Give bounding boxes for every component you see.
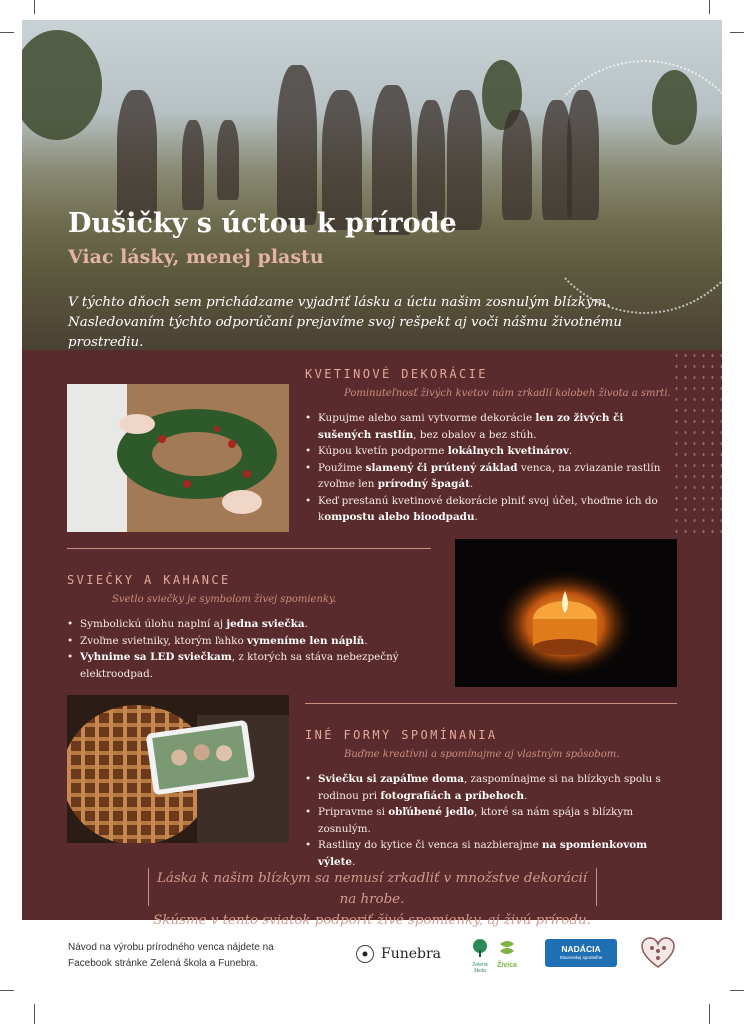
list-item: • Kúpou kvetín podporme lokálnych kvetinárov. xyxy=(305,443,675,460)
closing-quote xyxy=(150,868,594,931)
zivica-icon xyxy=(497,938,517,958)
section-subtitle-other: Buďme kreatívni a spomínajme aj vlastným spôsobom. xyxy=(344,749,620,760)
other-list xyxy=(305,771,677,870)
page-title: Dušičky s úctou k prírode xyxy=(68,208,457,239)
crop-mark xyxy=(730,32,744,33)
section-subtitle-flowers: Pominuteľnosť živých kvetov nám zrkadlí kolobeh života a smrti. xyxy=(344,388,671,399)
section-title-other: INÉ FORMY SPOMÍNANIA xyxy=(305,728,498,742)
page-subtitle: Viac lásky, menej plastu xyxy=(68,246,324,268)
heart-logo xyxy=(641,937,675,973)
funebra-wordmark: Funebra xyxy=(381,946,442,962)
list-item: • Rastliny do kytice či venca si nazbierajme na spomienkovom výlete. xyxy=(305,837,677,870)
funebra-icon xyxy=(355,944,375,964)
list-item: • Keď prestanú kvetinové dekorácie plniť svoj účel, vhoďme ich do kompostu alebo bioodpadu. xyxy=(305,493,675,526)
section-title-candles: SVIEČKY A KAHANCE xyxy=(67,573,231,587)
crop-mark xyxy=(34,0,35,14)
list-item: • Pripravme si obľúbené jedlo, ktoré sa nám spája s blízkym zosnulým. xyxy=(305,804,677,837)
divider xyxy=(67,548,431,549)
zivica-label: Živica xyxy=(497,962,517,969)
nadacia-logo xyxy=(545,939,617,967)
flowers-list xyxy=(305,410,675,526)
sparkle-circle xyxy=(528,60,722,314)
candles-list xyxy=(67,616,437,682)
section-subtitle-candles: Svetlo sviečky je symbolom živej spomienky. xyxy=(112,594,337,605)
heart-icon xyxy=(641,937,675,969)
section-title-flowers: KVETINOVÉ DEKORÁCIE xyxy=(305,367,488,381)
footer-note-line: Facebook stránke Zelená škola a Funebra. xyxy=(68,958,259,969)
list-item: • Sviečku si zapáľme doma, zaspomínajme si na blízkych spolu s rodinou pri fotografiách a príbehoch. xyxy=(305,771,677,804)
zelena-skola-label: Zelená škola xyxy=(472,962,488,974)
zivica-logo xyxy=(496,938,518,970)
pie-photo xyxy=(67,695,289,843)
funebra-logo xyxy=(355,944,441,964)
list-item: • Vyhnime sa LED sviečkam, z ktorých sa stáva nebezpečný elektroodpad. xyxy=(67,649,437,682)
list-item: • Kupujme alebo sami vytvorme dekorácie len zo živých či sušených rastlín, bez obalov a bez stúh. xyxy=(305,410,675,443)
footer-note xyxy=(68,940,308,972)
candle-photo xyxy=(455,539,677,687)
list-item: • Použime slamený či prútený základ venca, na zviazanie rastlín zvoľme len prírodný špagát. xyxy=(305,460,675,493)
quote-bar-right xyxy=(596,868,597,906)
quote-bar-left xyxy=(148,868,149,906)
crop-mark xyxy=(34,1004,35,1024)
crop-mark xyxy=(709,1004,710,1024)
intro-text xyxy=(68,293,688,353)
zelena-skola-logo xyxy=(468,938,492,974)
crop-mark xyxy=(0,990,14,991)
crop-mark xyxy=(709,0,710,14)
tree-icon xyxy=(469,938,491,958)
divider xyxy=(305,703,677,704)
nadacia-sublabel: Slovenskej sporiteľne xyxy=(559,955,603,960)
wreath-photo xyxy=(67,384,289,532)
intro-line: Nasledovaním týchto odporúčaní prejavíme svoj rešpekt aj voči nášmu životnému prostrediu. xyxy=(68,315,622,350)
list-item: • Symbolickú úlohu naplní aj jedna sviečka. xyxy=(67,616,437,633)
list-item: • Zvoľme svietniky, ktorým ľahko vymeníme len náplň. xyxy=(67,633,437,650)
sparkle-decoration xyxy=(672,350,722,540)
nadacia-label: NADÁCIA xyxy=(561,944,601,954)
crop-mark xyxy=(0,32,14,33)
quote-line: Skúsme v tento sviatok podporiť živé spomienky, aj živú prírodu. xyxy=(153,913,591,928)
footer-note-line: Návod na výrobu prírodného venca nájdete na xyxy=(68,942,274,953)
quote-line: Láska k našim blízkym sa nemusí zrkadliť v množstve dekorácií na hrobe. xyxy=(156,871,588,907)
crop-mark xyxy=(730,990,744,991)
intro-line: V týchto dňoch sem prichádzame vyjadriť lásku a úctu našim zosnulým blízkym. xyxy=(68,295,611,310)
